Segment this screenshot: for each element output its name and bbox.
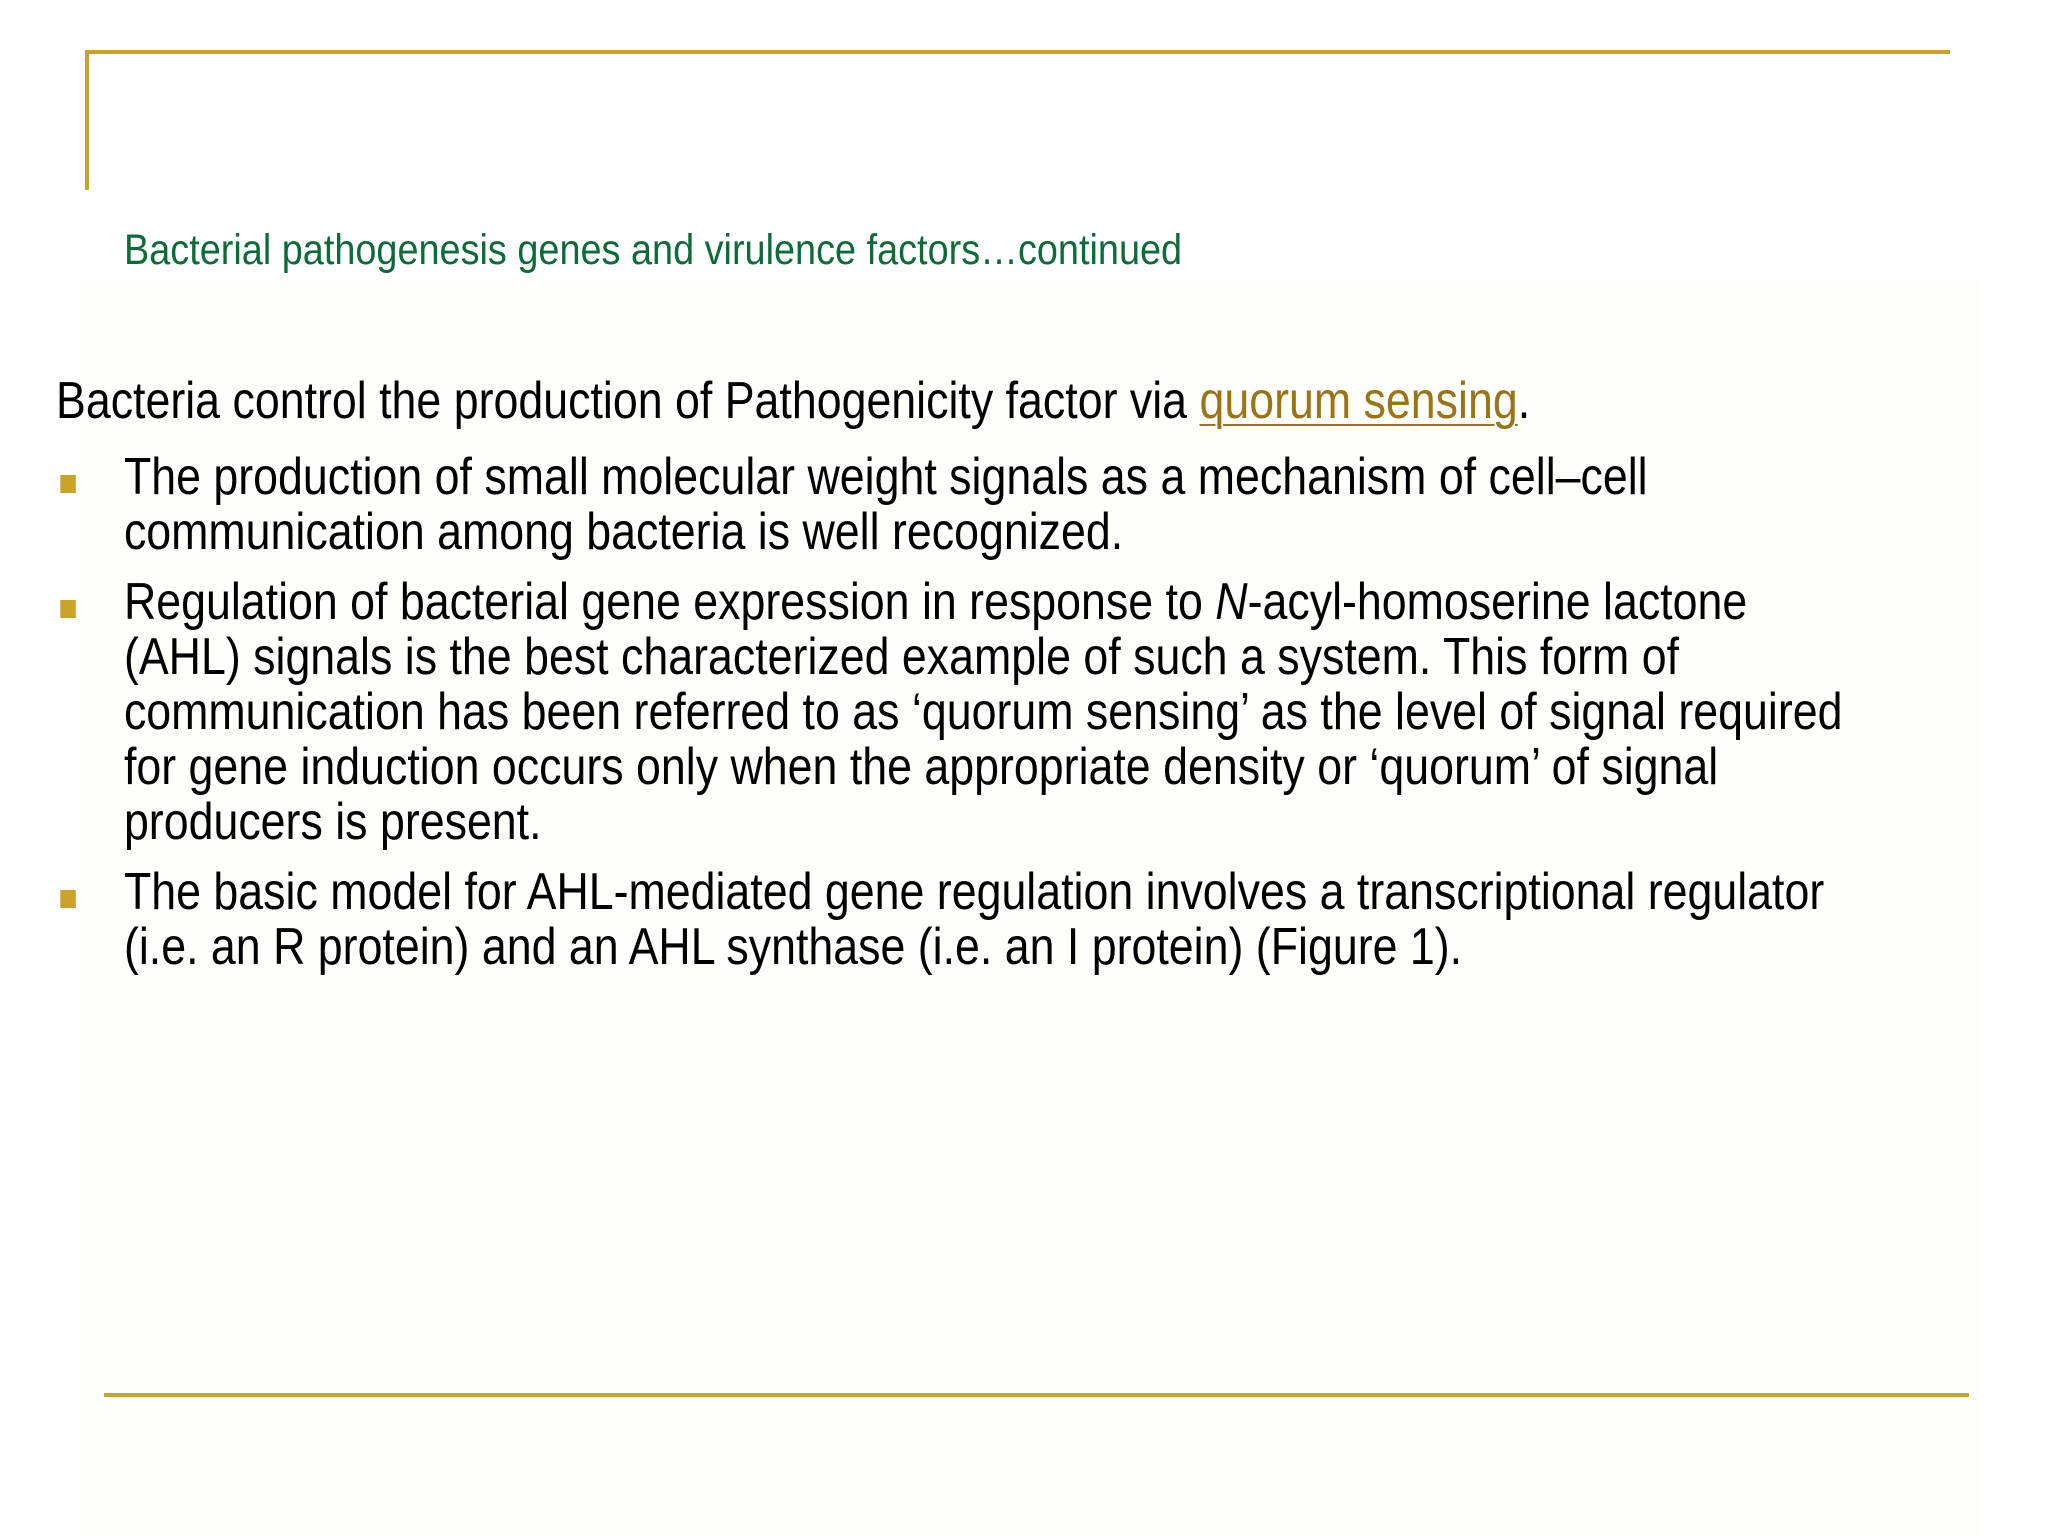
bullet-2-line-1 bbox=[124, 575, 1828, 630]
quorum-sensing-link[interactable]: quorum sensing bbox=[1199, 372, 1518, 430]
bullet-2-line-3: communication has been referred to as ‘quorum sensing’ as the level of signal required bbox=[123, 683, 1843, 741]
bullet-1-line-2: communication among bacteria is well recognized. bbox=[123, 503, 1124, 561]
bullet-2-line-1-rest: -acyl-homoserine lactone bbox=[1247, 573, 1748, 631]
bottom-rule bbox=[104, 1393, 1969, 1397]
lead-text: Bacteria control the production of Pathogenicity factor via bbox=[56, 372, 1200, 430]
lead-paragraph bbox=[56, 370, 1530, 432]
square-bullet-icon bbox=[60, 475, 75, 493]
square-bullet-icon bbox=[60, 890, 75, 908]
slide-title: Bacterial pathogenesis genes and virulence factors…continued bbox=[124, 226, 1183, 274]
left-frame-line bbox=[85, 50, 89, 190]
bullet-1-line-1: The production of small molecular weight signals as a mechanism of cell–cell bbox=[123, 448, 1648, 506]
bullet-item-2 bbox=[56, 573, 1843, 851]
bullet-2-line-5: producers is present. bbox=[123, 793, 542, 851]
bullet-item-3 bbox=[56, 865, 1828, 975]
bullet-3-line-2: (i.e. an R protein) and an AHL synthase (i.e. an I protein) (Figure 1). bbox=[123, 918, 1463, 976]
square-bullet-icon bbox=[60, 600, 75, 618]
bullet-list bbox=[56, 448, 1843, 990]
bullet-2-line-1-text: Regulation of bacterial gene expression in response to bbox=[123, 573, 1216, 631]
bullet-item-1 bbox=[56, 450, 1828, 560]
italic-n: N bbox=[1215, 573, 1248, 631]
lead-period: . bbox=[1517, 372, 1531, 430]
bullet-3-line-1: The basic model for AHL-mediated gene regulation involves a transcriptional regulator bbox=[123, 863, 1825, 921]
top-frame-line bbox=[85, 50, 1950, 54]
bullet-2-line-4: for gene induction occurs only when the appropriate density or ‘quorum’ of signal bbox=[123, 738, 1719, 796]
bullet-2-line-2: (AHL) signals is the best characterized example of such a system. This form of bbox=[123, 628, 1680, 686]
